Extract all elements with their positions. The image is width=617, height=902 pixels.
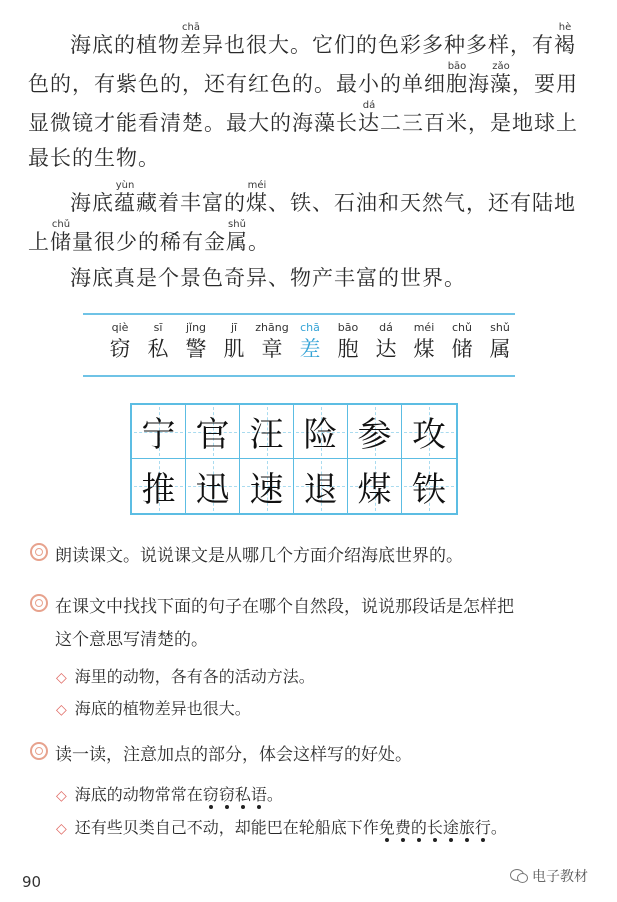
new-word-character: 属	[489, 337, 511, 361]
annotated-char	[246, 180, 268, 215]
pinyin: bāo	[446, 61, 468, 72]
text-segment: 。	[248, 230, 270, 254]
char: 属	[226, 230, 248, 254]
sentence-text: 海里的动物，各有各的活动方法。	[74, 667, 315, 686]
char: 胞	[446, 72, 468, 96]
char: 煤	[246, 191, 268, 215]
writing-cell	[240, 459, 294, 513]
annotated-char	[50, 219, 72, 254]
emphasized-phrase	[379, 818, 491, 837]
text-segment: 藏着丰富的	[136, 191, 246, 215]
text-line-1	[70, 22, 576, 60]
pinyin: yùn	[114, 180, 136, 191]
exercise-text: 读一读，注意加点的部分，体会这样写的好处。	[55, 745, 412, 765]
watermark-text: 电子教材	[532, 869, 588, 885]
writing-character: 速	[249, 469, 284, 510]
emphasized-char: 旅	[458, 818, 475, 837]
new-words-strip	[83, 313, 515, 377]
diamond-bullet-icon: ◇	[56, 821, 67, 837]
new-word-pinyin: sī	[153, 321, 163, 334]
exercise-text: 这个意思写清楚的。	[55, 630, 208, 650]
new-word-pinyin: bāo	[337, 321, 359, 334]
new-word-character: 章	[261, 337, 283, 361]
new-word-pinyin: méi	[413, 321, 435, 334]
text-segment: 显微镜才能看清楚。最大的海藻长	[28, 111, 358, 135]
text-line-4	[28, 142, 160, 180]
emphasized-char: 长	[426, 818, 443, 837]
pinyin: chā	[180, 22, 202, 33]
text-segment: 海底	[70, 191, 114, 215]
sentence-text: 海底的动物常常在	[74, 785, 203, 804]
new-word-item	[139, 321, 177, 363]
pinyin: méi	[246, 180, 268, 191]
new-word-pinyin: dá	[379, 321, 393, 334]
writing-cell	[402, 405, 456, 459]
text-segment: 海底的植物	[70, 33, 180, 57]
emphasized-phrase	[203, 785, 267, 804]
new-word-pinyin: qiè	[111, 321, 129, 334]
emphasized-char: 语	[250, 785, 267, 804]
watermark	[510, 866, 588, 886]
new-word-character: 差	[299, 337, 321, 361]
new-word-item	[101, 321, 139, 363]
text-line-6	[28, 219, 270, 257]
char: 褐	[554, 33, 576, 57]
writing-character: 退	[303, 469, 338, 510]
writing-cell	[348, 459, 402, 513]
text-segment: 色的，有紫色的，还有红色的。最小的单细	[28, 72, 446, 96]
annotated-char	[226, 219, 248, 254]
pinyin: zǎo	[490, 61, 512, 72]
exercise-text: 在课文中找找下面的句子在哪个自然段，说说那段话是怎样把	[55, 597, 514, 617]
writing-cell	[348, 405, 402, 459]
emphasized-char: 费	[394, 818, 411, 837]
emphasized-char: 的	[410, 818, 427, 837]
exercise-2-sentence-1	[56, 664, 315, 687]
new-word-item	[367, 321, 405, 363]
writing-character: 铁	[412, 469, 446, 510]
writing-cell	[402, 459, 456, 513]
new-word-item	[405, 321, 443, 363]
text-line-7	[70, 262, 466, 300]
text-line-5	[70, 180, 576, 218]
new-word-character: 储	[451, 337, 473, 361]
new-word-character: 达	[375, 337, 397, 361]
new-word-character: 窃	[109, 337, 131, 361]
new-words-list	[101, 321, 519, 363]
writing-character: 汪	[249, 415, 284, 455]
writing-cell	[240, 405, 294, 459]
annotated-char	[358, 100, 380, 135]
exercise-3-sentence-2	[56, 815, 507, 838]
emphasized-char: 窃	[218, 785, 235, 804]
char: 蕴	[114, 191, 136, 215]
exercise-text: 朗读课文。说说课文是从哪几个方面介绍海底世界的。	[55, 546, 463, 566]
new-word-item	[329, 321, 367, 363]
text-segment: 上	[28, 230, 50, 254]
writing-character: 参	[357, 415, 392, 455]
text-segment: 海底真是个景色奇异、物产丰富的世界。	[70, 266, 466, 290]
writing-characters-grid	[130, 403, 458, 515]
new-word-item	[253, 321, 291, 363]
exercise-3-sentence-1	[56, 782, 283, 805]
char: 达	[358, 111, 380, 135]
text-segment: ，要用	[512, 72, 578, 96]
wechat-icon	[510, 869, 528, 883]
writing-cell	[186, 459, 240, 513]
annotated-char	[490, 61, 512, 96]
page-number: 90	[22, 873, 42, 891]
exercise-bullet-icon	[30, 742, 48, 760]
text-segment: 最长的生物。	[28, 146, 160, 170]
new-word-pinyin: jǐng	[185, 321, 207, 334]
new-word-item	[177, 321, 215, 363]
new-word-item	[481, 321, 519, 363]
sentence-text: 海底的植物差异也很大。	[74, 699, 251, 718]
annotated-char	[114, 180, 136, 215]
new-word-item	[215, 321, 253, 363]
writing-cell	[186, 405, 240, 459]
writing-cell	[132, 405, 186, 459]
text-line-2	[28, 61, 578, 99]
new-word-character: 胞	[337, 337, 359, 361]
writing-character: 攻	[412, 415, 446, 455]
new-word-pinyin: shǔ	[490, 321, 510, 334]
exercise-bullet-icon	[30, 543, 48, 561]
annotated-char	[180, 22, 202, 57]
writing-character: 险	[303, 415, 338, 455]
annotated-char	[446, 61, 468, 96]
char: 藻	[490, 72, 512, 96]
text-segment: 量很少的稀有金	[72, 230, 226, 254]
new-word-item	[291, 321, 329, 363]
writing-character: 推	[141, 469, 176, 510]
new-word-character: 警	[185, 337, 207, 361]
pinyin: hè	[554, 22, 576, 33]
new-word-character: 肌	[223, 337, 245, 361]
emphasized-char: 途	[442, 818, 459, 837]
exercise-bullet-icon	[30, 594, 48, 612]
sentence-text: 还有些贝类自己不动，却能巴在轮船底下作	[74, 818, 379, 837]
sentence-text: 。	[266, 785, 283, 804]
emphasized-char: 免	[378, 818, 395, 837]
char: 储	[50, 230, 72, 254]
emphasized-char: 行	[474, 818, 491, 837]
new-word-pinyin: zhāng	[255, 321, 289, 334]
new-word-character: 煤	[413, 337, 435, 361]
writing-character: 宁	[141, 415, 176, 455]
writing-cell	[294, 405, 348, 459]
writing-character: 官	[195, 415, 230, 455]
char: 差	[180, 33, 202, 57]
new-word-character: 私	[147, 337, 169, 361]
text-segment: 、铁、石油和天然气，还有陆地	[268, 191, 576, 215]
writing-cell	[294, 459, 348, 513]
sentence-text: 。	[490, 818, 507, 837]
diamond-bullet-icon: ◇	[56, 670, 67, 686]
text-segment: 异也很大。它们的色彩多种多样，有	[202, 33, 554, 57]
pinyin: shǔ	[226, 219, 248, 230]
new-word-pinyin: jī	[230, 321, 238, 334]
exercise-2-sentence-2	[56, 696, 251, 719]
new-word-pinyin: chā	[300, 321, 320, 334]
text-line-3	[28, 100, 578, 138]
new-word-pinyin: chǔ	[452, 321, 472, 334]
text-segment: 二三百米，是地球上	[380, 111, 578, 135]
writing-character: 煤	[357, 469, 392, 510]
emphasized-char: 私	[234, 785, 251, 804]
annotated-char	[554, 22, 576, 57]
new-word-item	[443, 321, 481, 363]
emphasized-char: 窃	[202, 785, 219, 804]
writing-character: 迅	[195, 469, 230, 510]
pinyin: chǔ	[50, 219, 72, 230]
text-segment: 海	[468, 72, 490, 96]
diamond-bullet-icon: ◇	[56, 702, 67, 718]
pinyin: dá	[358, 100, 380, 111]
diamond-bullet-icon: ◇	[56, 788, 67, 804]
writing-cell	[132, 459, 186, 513]
